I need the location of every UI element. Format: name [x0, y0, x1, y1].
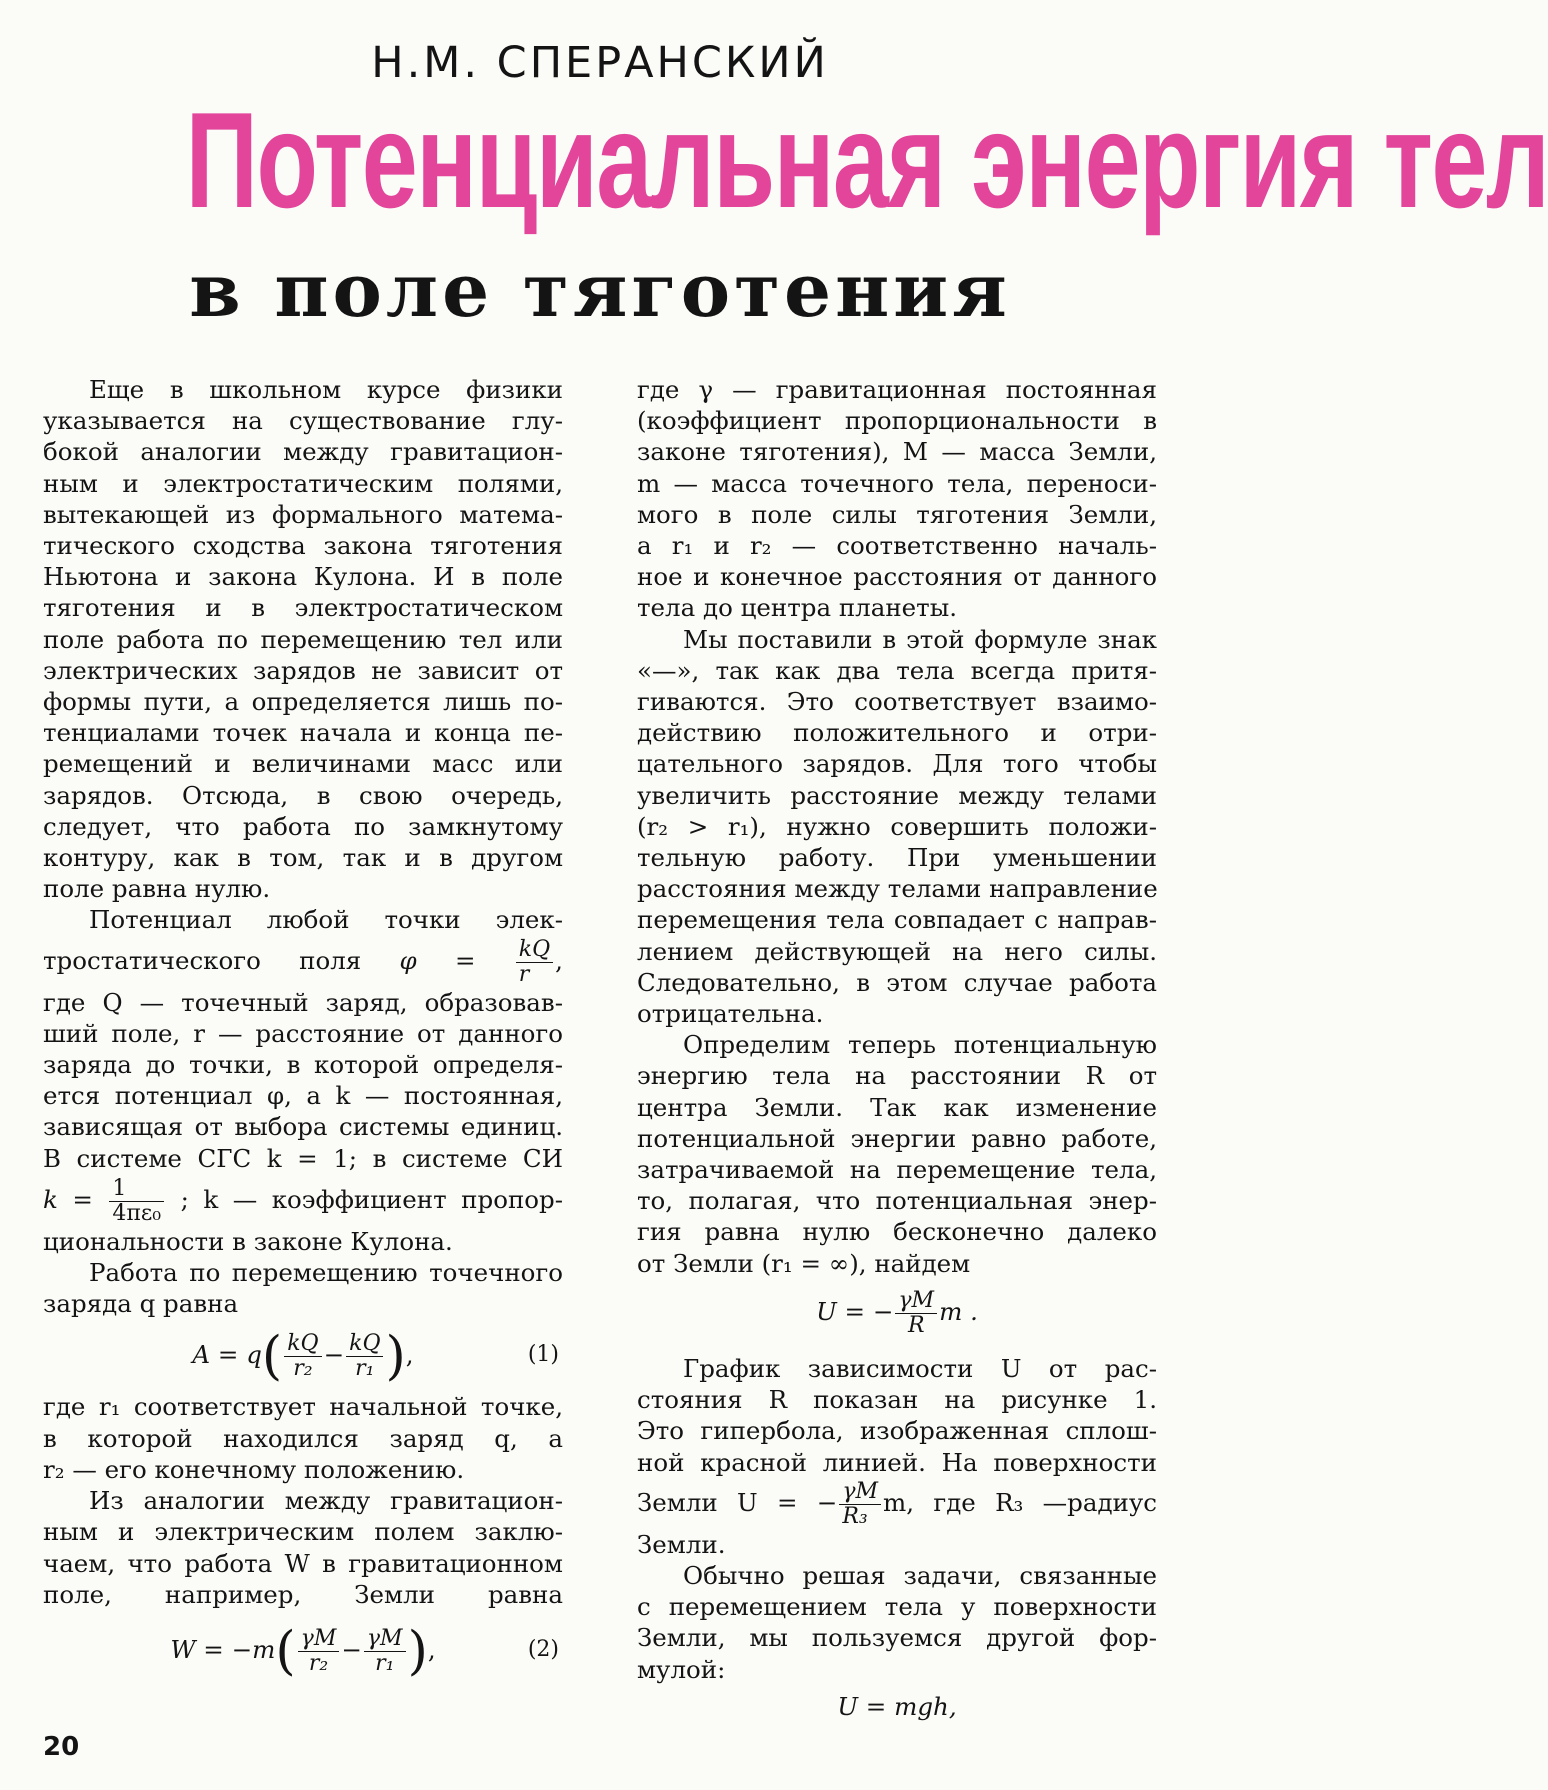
text-line: гия равна нулю бесконечно далеко: [637, 1217, 1157, 1247]
text-line: где r₁ соответствует начальной точке,: [43, 1392, 563, 1422]
fraction: [298, 1627, 340, 1676]
formula-surface-line: [637, 1478, 1157, 1529]
text-line: Земли, мы пользуемся другой фор-: [637, 1623, 1157, 1653]
fraction: [109, 1177, 164, 1226]
text-line: в которой находился заряд q, а: [43, 1423, 563, 1453]
formula-part: φ =: [399, 945, 476, 975]
text-line: где Q — точечный заряд, образовав-: [43, 987, 563, 1017]
text-line: График зависимости U от рас-: [683, 1353, 1157, 1383]
text-fragment: тростатического поля: [43, 945, 362, 975]
fraction-numerator: γM: [839, 1480, 881, 1505]
fraction-denominator: r₂: [308, 1650, 329, 1676]
text-line: контуру, как в том, так и в другом: [43, 843, 563, 873]
text-line: то, полагая, что потенциальная энер-: [637, 1186, 1157, 1216]
formula-phi: φ = $\frac{kQ}{r}$ ,: [399, 936, 563, 987]
text-line: гиваются. Это соответствует взаимо-: [637, 687, 1157, 717]
fraction-numerator: γM: [895, 1289, 937, 1314]
text-line: заряда q равна: [43, 1289, 239, 1319]
text-line: ется потенциал φ, а k — постоянная,: [43, 1081, 563, 1111]
text-line: формы пути, а определяется лишь по-: [43, 687, 563, 717]
text-line: энергию тела на расстоянии R от: [637, 1061, 1157, 1091]
equation-2: W = −m( $\frac{\gamma M}{\text{r₂}}$ − $\frac{\gamma M}{\text{r₁}}$ ), (2): [43, 1610, 563, 1690]
equation-u: [637, 1279, 1157, 1353]
text-line: с перемещением тела у поверхности: [637, 1592, 1157, 1622]
text-line: заряда до точки, в которой определя-: [43, 1050, 563, 1080]
text-line: Мы поставили в этой формуле знак: [683, 624, 1157, 654]
formula-part: U = −: [816, 1296, 894, 1326]
text-fragment: Земли U = −: [637, 1487, 838, 1517]
text-line: тического сходства закона тяготения: [43, 531, 563, 561]
text-line: где γ — гравитационная постоянная: [637, 375, 1157, 404]
text-line: циональности в законе Кулона.: [43, 1226, 453, 1256]
text-line: законе тяготения), M — масса Земли,: [637, 437, 1157, 467]
text-line: бокой аналогии между гравитацион-: [43, 437, 563, 467]
text-line: затрачиваемой на перемещение тела,: [637, 1155, 1157, 1185]
text-line: Из аналогии между гравитацион-: [89, 1486, 563, 1516]
text-line: чаем, что работа W в гравитационном: [43, 1548, 563, 1578]
text-line: от Земли (r₁ = ∞), найдем: [637, 1248, 971, 1278]
text-line: зарядов. Отсюда, в свою очередь,: [43, 780, 563, 810]
equation-1: A = q( $\frac{kQ}{\text{r₂}}$ − $\frac{kQ}{\text{r₁}}$ ), (1): [43, 1319, 563, 1391]
text-line: указывается на существование глу-: [43, 406, 563, 436]
fraction-denominator: R₃: [842, 1503, 868, 1529]
fraction-numerator: γM: [298, 1627, 340, 1652]
text-line: (коэффициент пропорциональности в: [637, 406, 1157, 436]
formula-part: W = −m: [170, 1634, 276, 1664]
fraction-numerator: kQ: [284, 1332, 321, 1357]
article-title-line1: Потенциальная энергия тел: [185, 84, 1548, 236]
text-line: лением действующей на него силы.: [637, 936, 1157, 966]
equation-number: (2): [527, 1636, 559, 1662]
text-line: перемещения тела совпадает с направ-: [637, 905, 1157, 935]
formula-k: [43, 1175, 181, 1226]
text-line: Следовательно, в этом случае работа: [637, 967, 1157, 997]
author-name: Н.М. СПЕРАНСКИЙ: [371, 38, 829, 88]
text-line: m — масса точечного тела, переноси-: [637, 468, 1157, 498]
text-line: Определим теперь потенциальную: [683, 1030, 1157, 1060]
fraction-denominator: r₂: [293, 1356, 313, 1382]
text-line: поле работа по перемещению тел или: [43, 624, 563, 654]
fraction: [895, 1289, 937, 1338]
text-fragment: m, где R₃ —радиус: [883, 1487, 1157, 1517]
text-line: ным и электростатическим полями,: [43, 468, 563, 498]
formula-part: A = q: [192, 1340, 262, 1370]
equation-number: (1): [527, 1342, 559, 1368]
text-line: ной красной линией. На поверхности: [637, 1447, 1157, 1477]
fraction-numerator: kQ: [516, 938, 553, 963]
formula-part: −: [341, 1634, 362, 1664]
text-line: потенциальной энергии равно работе,: [637, 1123, 1157, 1153]
fraction: [284, 1332, 321, 1381]
text-line: а r₁ и r₂ — соответственно началь-: [637, 531, 1157, 561]
text-line: тенциалами точек начала и конца пе-: [43, 718, 563, 748]
text-line: Обычно решая задачи, связанные: [683, 1560, 1157, 1590]
text-line: поле равна нулю.: [43, 874, 271, 904]
text-line: «—», так как два тела всегда притя-: [637, 655, 1157, 685]
text-line: тельную работу. При уменьшении: [637, 843, 1157, 873]
formula-part: m .: [939, 1296, 978, 1326]
text-line: следует, что работа по замкнутому: [43, 811, 563, 841]
text-line: Это гипербола, изображенная сплош-: [637, 1416, 1157, 1446]
fraction: [516, 938, 553, 987]
text-line: мулой:: [637, 1654, 726, 1684]
text-line: r₂ — его конечному положению.: [43, 1454, 465, 1484]
text-line: тела до центра планеты.: [637, 593, 958, 623]
fraction-denominator: r₁: [375, 1650, 395, 1676]
formula-part: −: [323, 1340, 345, 1370]
formula-k-line: [43, 1174, 563, 1226]
text-line: Потенциал любой точки элек-: [89, 905, 563, 935]
article-title-line2: в поле тяготения: [189, 248, 1011, 334]
formula-part: ,: [405, 1340, 414, 1370]
text-line: мого в поле силы тяготения Земли,: [637, 499, 1157, 529]
equation-mgh: [637, 1685, 1157, 1729]
text-line: вытекающей из формального матема-: [43, 499, 563, 529]
text-line: центра Земли. Так как изменение: [637, 1092, 1157, 1122]
text-fragment: ; k — коэффициент пропор-: [180, 1184, 563, 1214]
text-line: поле, например, Земли равна: [43, 1579, 563, 1609]
text-line: ший поле, r — расстояние от данного: [43, 1018, 563, 1048]
text-line: тяготения и в электростатическом: [43, 593, 563, 623]
formula-phi-line: [43, 936, 563, 987]
fraction-numerator: 1: [109, 1177, 164, 1202]
text-line: зависящая от выбора системы единиц.: [43, 1112, 563, 1142]
text-line: Еще в школьном курсе физики: [89, 375, 563, 404]
fraction: [346, 1332, 383, 1381]
text-line: В системе СГС k = 1; в системе СИ: [43, 1143, 563, 1173]
text-line: электрических зарядов не зависит от: [43, 655, 563, 685]
fraction-denominator: 4πε₀: [112, 1200, 162, 1226]
text-line: (r₂ > r₁), нужно совершить положи-: [637, 811, 1157, 841]
text-line: ное и конечное расстояния от данного: [637, 562, 1157, 592]
fraction-denominator: r₁: [355, 1356, 375, 1382]
text-line: увеличить расстояние между телами: [637, 780, 1157, 810]
formula-part: k =: [43, 1184, 93, 1214]
right-column: [637, 374, 1157, 1729]
text-line: Работа по перемещению точечного: [89, 1258, 563, 1288]
page-number: 20: [43, 1732, 80, 1762]
text-line: ным и электрическим полем заклю-: [43, 1517, 563, 1547]
formula-part: ,: [427, 1634, 436, 1664]
text-line: Ньютона и закона Кулона. И в поле: [43, 562, 563, 592]
text-line: отрицательна.: [637, 999, 824, 1029]
text-line: стояния R показан на рисунке 1.: [637, 1385, 1157, 1415]
text-line: Земли.: [637, 1529, 726, 1559]
text-line: цательного зарядов. Для того чтобы: [637, 749, 1157, 779]
fraction: [839, 1480, 881, 1529]
fraction-denominator: R: [907, 1312, 925, 1338]
left-column: [43, 374, 563, 1690]
text-line: расстояния между телами направление: [637, 874, 1158, 904]
formula-part: U = mgh,: [837, 1691, 957, 1721]
fraction-numerator: γM: [364, 1627, 406, 1652]
fraction-denominator: r: [518, 961, 530, 987]
fraction: [364, 1627, 406, 1676]
fraction-numerator: kQ: [346, 1332, 383, 1357]
text-line: действию положительного и отри-: [637, 718, 1157, 748]
text-line: ремещений и величинами масс или: [43, 749, 563, 779]
